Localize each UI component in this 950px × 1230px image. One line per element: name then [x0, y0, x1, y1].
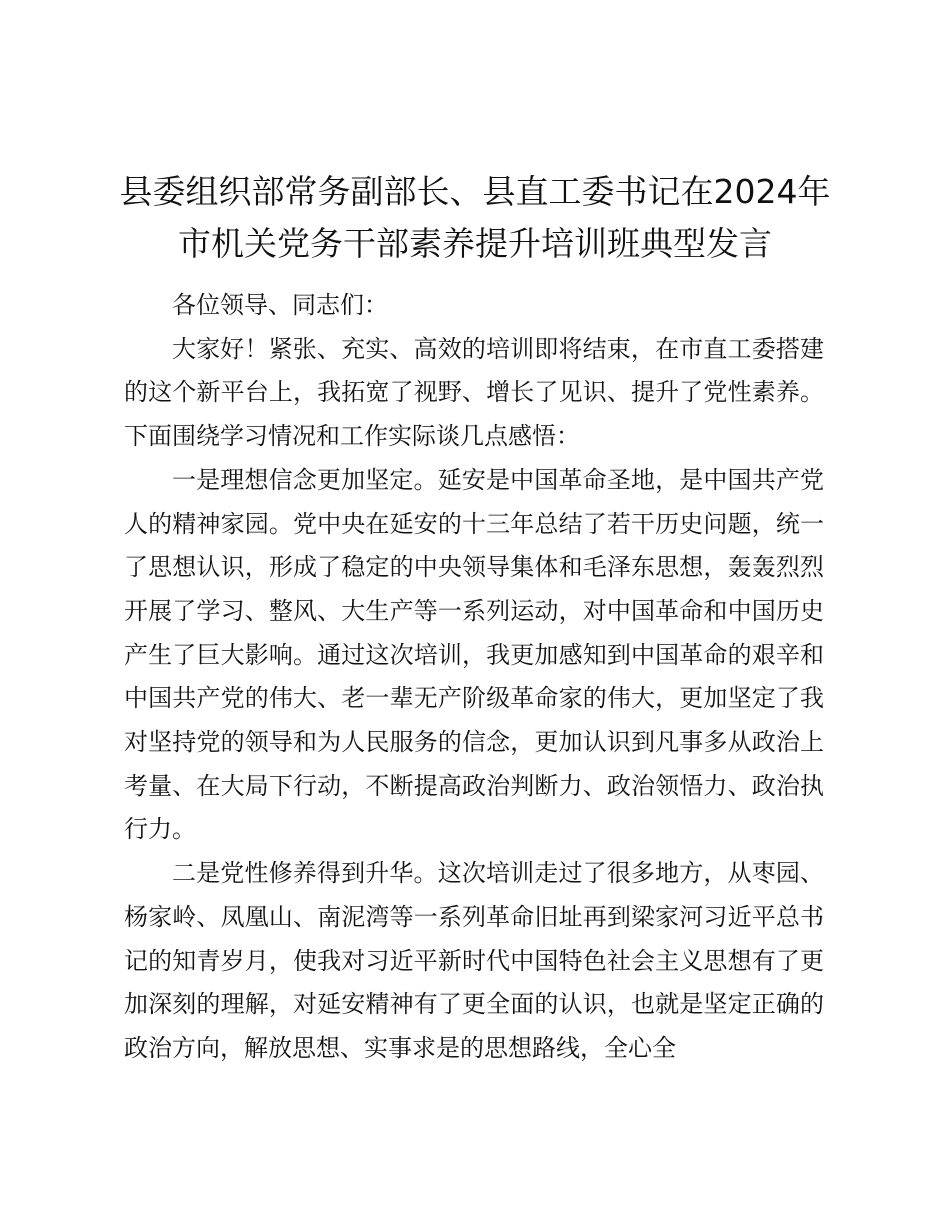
paragraph-point-two: 二是党性修养得到升华。这次培训走过了很多地方，从枣园、杨家岭、凤凰山、南泥湾等一系列革命旧址再到梁家河习近平总书记的知青岁月，使我对习近平新时代中国特色社会主义思想有了更加深刻的理解，对延安精神有了更全面的认识，也就是坚定正确的政治方向，解放思想、实事求是的思想路线，全心全: [124, 859, 824, 1062]
paragraph-greeting: 各位领导、同志们：: [172, 291, 388, 319]
paragraph-intro: 大家好！紧张、充实、高效的培训即将结束，在市直工委搭建的这个新平台上，我拓宽了视野、增长了见识、提升了党性素养。下面围绕学习情况和工作实际谈几点感悟：: [124, 334, 824, 451]
document-body: [124, 284, 824, 1071]
paragraph-point-one: 一是理想信念更加坚定。延安是中国革命圣地，是中国共产党人的精神家园。党中央在延安的十三年总结了若干历史问题，统一了思想认识，形成了稳定的中央领导集体和毛泽东思想，轰轰烈烈开展了学习、整风、大生产等一系列运动，对中国革命和中国历史产生了巨大影响。通过这次培训，我更加感知到中国革命的艰辛和中国共产党的伟大、老一辈无产阶级革命家的伟大，更加坚定了我对坚持党的领导和为人民服务的信念，更加认识到凡事多从政治上考量、在大局下行动，不断提高政治判断力、政治领悟力、政治执行力。: [124, 465, 824, 844]
document-title: 县委组织部常务副部长、县直工委书记在2024年市机关党务干部素养提升培训班典型发言: [119, 172, 831, 263]
